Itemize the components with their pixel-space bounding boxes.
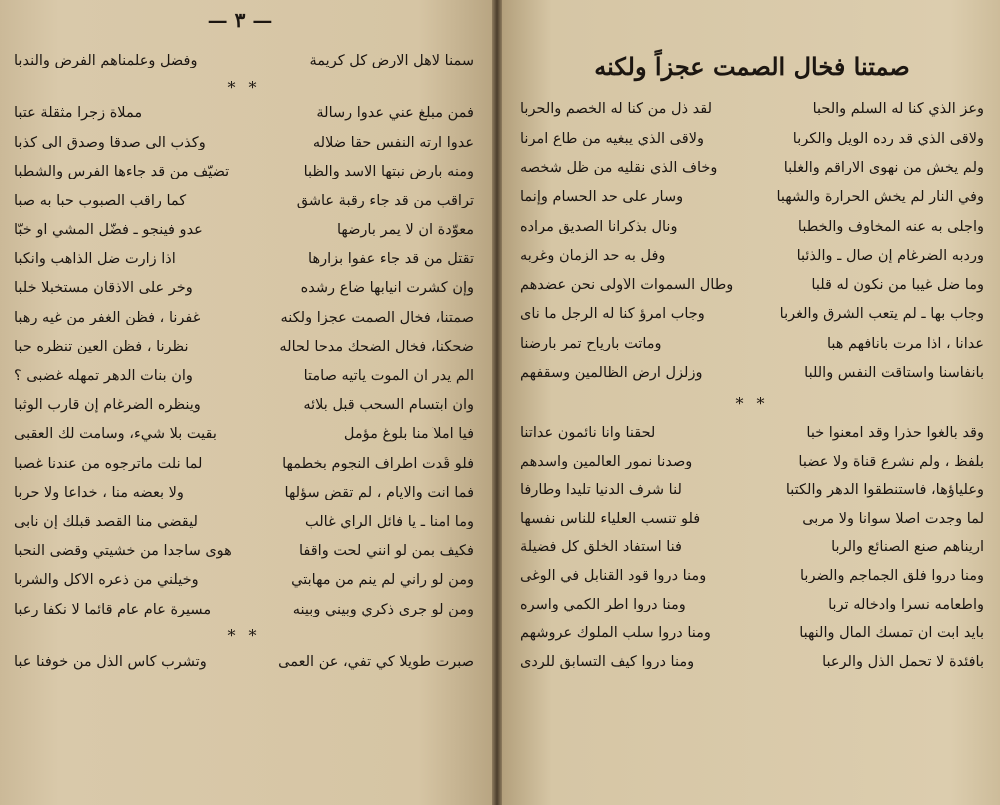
verse-hemistich: فنا استفاد الخلق كل فضيلة <box>520 540 682 555</box>
verse-hemistich: واطعامه نسراً وادخاله تربا <box>828 597 984 613</box>
verse-hemistich: بأفئدة لا تحمل الذل والرعبا <box>822 654 984 670</box>
verse-hemistich: وقد بالغوا حذراً وقد أمعنوا خبا <box>806 426 984 441</box>
verse-hemistich: عدانا ، اذا مرت بأنافهم هبا <box>826 336 984 352</box>
verse-line <box>520 154 984 183</box>
verse-hemistich: ومنا دروا أطر الكمي وأسره <box>520 597 686 613</box>
verse-hemistich: وينظره الضرغام إن قارب الوثبا <box>14 398 201 413</box>
verse-hemistich: فلو تنسب العلياء للناس نفسها <box>520 511 701 527</box>
verse-line <box>520 619 984 648</box>
verse-hemistich: وأن ابتسام السحب قبل بلائه <box>303 398 474 413</box>
verse-line <box>520 241 984 270</box>
section-separator: * * <box>227 78 261 97</box>
verse-line <box>520 476 984 505</box>
verse-line <box>520 419 984 448</box>
verse-hemistich: بأنفاسنا واستاقت النفس واللبا <box>804 366 984 381</box>
verse-hemistich: وخاف الذي نقليه من ظل شخصه <box>520 160 718 176</box>
intro-verses <box>14 46 474 76</box>
poem-verses-part-2 <box>520 419 984 676</box>
verse-hemistich: معوّدة أن لا يمر بأرضها <box>337 223 474 238</box>
verse-line <box>14 157 474 186</box>
verse-hemistich: وفضل وعلمناهم الفرض والندبا <box>14 53 198 69</box>
verse-line <box>14 595 474 624</box>
section-separator: * * <box>735 393 769 413</box>
verse-hemistich: ومنا دروا سلب الملوك عروشهم <box>520 626 711 641</box>
verse-line <box>14 391 474 420</box>
verse-hemistich: ومنا دروا كيف التسابق للردى <box>520 654 695 670</box>
verse-hemistich: لما وجدت أصلا سوانا ولا مربى <box>802 511 984 527</box>
verse-hemistich: وسار على حد الحسام وإنما <box>520 190 684 205</box>
verse-hemistich: وتشرب كأس الذل من خوفنا عبا <box>14 655 207 670</box>
verse-hemistich: وزلزل أرض الظالمين وسقفهم <box>520 366 703 381</box>
poem-verses <box>14 99 474 624</box>
verse-hemistich: صمتنا، فخال الصمت عجزاً ولكنه <box>280 310 474 326</box>
left-page <box>0 0 492 805</box>
verse-hemistich: ومن لو رآني لم ينم من مهابتي <box>291 573 474 588</box>
verse-hemistich: وفل به حد الزمان وغربه <box>520 248 666 264</box>
verse-hemistich: وإن كشرت أنيابها ضاع رشده <box>300 281 474 296</box>
verse-hemistich: وصدنا نمور العالمين وأسدهم <box>520 454 693 470</box>
verse-line <box>520 591 984 620</box>
verse-hemistich: ولا بعضه منا ، خداعا ولا حربا <box>14 485 184 501</box>
verse-line <box>520 329 984 358</box>
verse-line <box>520 300 984 329</box>
verse-line <box>14 362 474 391</box>
verse-hemistich: أريناهم صنع الصنائع والربا <box>831 540 984 555</box>
verse-line <box>14 333 474 362</box>
verse-hemistich: وماتت بأرياح تمر بأرضنا <box>520 336 662 352</box>
verse-hemistich: ولاقى الذي يبغيه من طاع أمرنا <box>520 131 704 147</box>
verse-line <box>14 128 474 157</box>
verse-hemistich: ولاقى الذي قد رده الويل والكربا <box>792 131 984 147</box>
verse-hemistich: وما ضل غيباً من نكون له قلبا <box>811 278 984 293</box>
verse-hemistich: مسيرة عام عام قائماً لا نكفا رعبا <box>14 602 212 618</box>
verse-hemistich: ألم يدر أن الموت يأتيه صامتاً <box>303 369 474 384</box>
verse-line <box>520 648 984 677</box>
verse-hemistich: فما أنت والايام ، لم تقض سؤلها <box>284 485 474 501</box>
verse-hemistich: وطال السموات الأولى نحن عضدهم <box>520 278 734 293</box>
verse-hemistich: ونال بذكرانا الصديق مراده <box>520 219 678 235</box>
verse-line <box>14 478 474 507</box>
verse-hemistich: كما راقب الصبوب حباً به صبا <box>14 193 187 209</box>
verse-hemistich: فكيف بمن لو أنني لحت واقفاً <box>299 544 474 559</box>
verse-hemistich: لحقنا وانا نائمون عداتنا <box>520 426 656 441</box>
verse-line <box>520 212 984 241</box>
verse-line <box>520 183 984 212</box>
verse-line <box>14 508 474 537</box>
verse-hemistich: وعلياؤها، فاستنطقوا الدهر والكتبا <box>785 483 984 498</box>
verse-hemistich: وأجلى به عنه المخاوف والخطبا <box>797 219 984 235</box>
verse-hemistich: ليقضي منا القصد قبلك إن نابى <box>14 514 198 530</box>
verse-hemistich: ومن لو جرى ذكري وبيني وبينه <box>292 602 474 618</box>
verse-line <box>520 95 984 124</box>
verse-hemistich: ومنا دروا قود القنابل في الوغى <box>520 568 707 584</box>
book-gutter <box>492 0 502 805</box>
verse-hemistich: بقيت بلا شيء، وسامت لك العقبى <box>14 427 217 442</box>
verse-hemistich: تضيّف من قد جاءها الفرس والشطبا <box>14 164 230 180</box>
verse-line <box>520 448 984 477</box>
verse-hemistich: بأيد أبت أن تمسك المال والنهبا <box>799 626 984 641</box>
verse-hemistich: بلفظ ، ولم نشرع قناة ولا عضبا <box>798 454 984 470</box>
verse-hemistich: تراقب من قد جاء رقبة عاشق <box>296 193 474 209</box>
verse-hemistich: هوى ساجداً من خشيتي وقضى النحبا <box>14 544 232 559</box>
verse-line <box>14 449 474 478</box>
verse-hemistich: ومنه بأرض نبتها الاسد والظبا <box>303 164 474 180</box>
verse-hemistich: صبرت طويلا كي تفي، عن العمى <box>278 655 474 670</box>
verse-line <box>14 46 474 76</box>
verse-hemistich: وفي النار لم يخش الحرارة والشهبا <box>776 190 984 205</box>
verse-line <box>14 99 474 128</box>
verse-line <box>14 303 474 332</box>
verse-hemistich: وخر على الأذقان مستخبلا خلبا <box>14 281 193 296</box>
verse-hemistich: وجاب بها ـ لم يتعب الشرق والغربا <box>779 307 984 322</box>
verse-hemistich: تقتل من قد جاء عفواً بزأرها <box>308 252 474 267</box>
verse-hemistich: فلو قُدت أطراف النجوم بخطمها <box>282 456 474 472</box>
verse-line <box>520 271 984 300</box>
page-number: — ٣ — <box>207 8 273 32</box>
verse-line <box>14 274 474 303</box>
verse-hemistich: سمنا لاهل الارض كل كريمة <box>309 53 474 69</box>
section-separator: * * <box>227 626 261 646</box>
verse-hemistich: لنا شرف الدنيا تليداً وطارفاً <box>520 483 682 498</box>
verse-hemistich: وعز الذي كنا له السلم والحبا <box>812 102 984 117</box>
verse-line <box>14 187 474 216</box>
closing-verses <box>14 647 474 677</box>
verse-hemistich: نظرنا ، فظن العين تنظره حبا <box>14 339 189 355</box>
verse-hemistich: غفرنا ، فظن الغفر من غيه رهبا <box>14 310 201 326</box>
verse-hemistich: لقد ذل من كنا له الخصم والحربا <box>520 102 712 117</box>
verse-hemistich: وكذب الى صدقاً وصدق الى كذبا <box>14 135 206 151</box>
verse-hemistich: وخيلني من ذعره الاكل والشربا <box>14 573 199 588</box>
verse-hemistich: اذا زأرت ضل الذاهب وانكبا <box>14 252 176 267</box>
verse-line <box>14 566 474 595</box>
verse-hemistich: لما نلت ماترجوه من عندنا غصبا <box>14 456 203 472</box>
verse-line <box>520 562 984 591</box>
verse-hemistich: وردبه الضرغام إن صال ـ والذئبا <box>796 248 984 264</box>
poem-verses-part-1 <box>520 95 984 388</box>
verse-line <box>520 533 984 562</box>
verse-hemistich: ولم يخش من نهوى الاراقم والغلبا <box>783 160 984 176</box>
verse-line <box>14 216 474 245</box>
verse-hemistich: وجاب امرؤ كنا له الرجل ما نأى <box>520 307 705 322</box>
verse-hemistich: فيا أملاً منا بلوغ مؤمل <box>343 427 474 442</box>
verse-line <box>520 124 984 153</box>
verse-hemistich: وما أمنا ـ يا فائل الرأي غالب <box>305 514 474 530</box>
right-page <box>502 0 1000 805</box>
verse-line <box>14 537 474 566</box>
verse-hemistich: عدواً أرته النفس حقاً ضلاله <box>312 135 474 151</box>
verse-line <box>520 505 984 534</box>
verse-line <box>14 647 474 677</box>
verse-hemistich: عدو فينجو ـ فضّل المشي أو خبّا <box>14 223 203 238</box>
verse-hemistich: فمن مبلغ عني عدواً رسالة <box>316 106 474 121</box>
verse-line <box>14 420 474 449</box>
verse-hemistich: مملاة زجراً مثقلة عتبا <box>14 106 143 121</box>
verse-line <box>14 245 474 274</box>
verse-hemistich: ومنا دروا فلق الجماجم والضربا <box>799 568 984 584</box>
poem-title: صمتنا فخال الصمت عجزاً ولكنه <box>594 52 910 81</box>
verse-hemistich: وان بنات الدهر تمهله غضبى ؟ <box>14 369 193 384</box>
verse-hemistich: ضحكنا، فخال الضحك مدحاً لحاله <box>279 339 474 355</box>
verse-line <box>520 359 984 388</box>
